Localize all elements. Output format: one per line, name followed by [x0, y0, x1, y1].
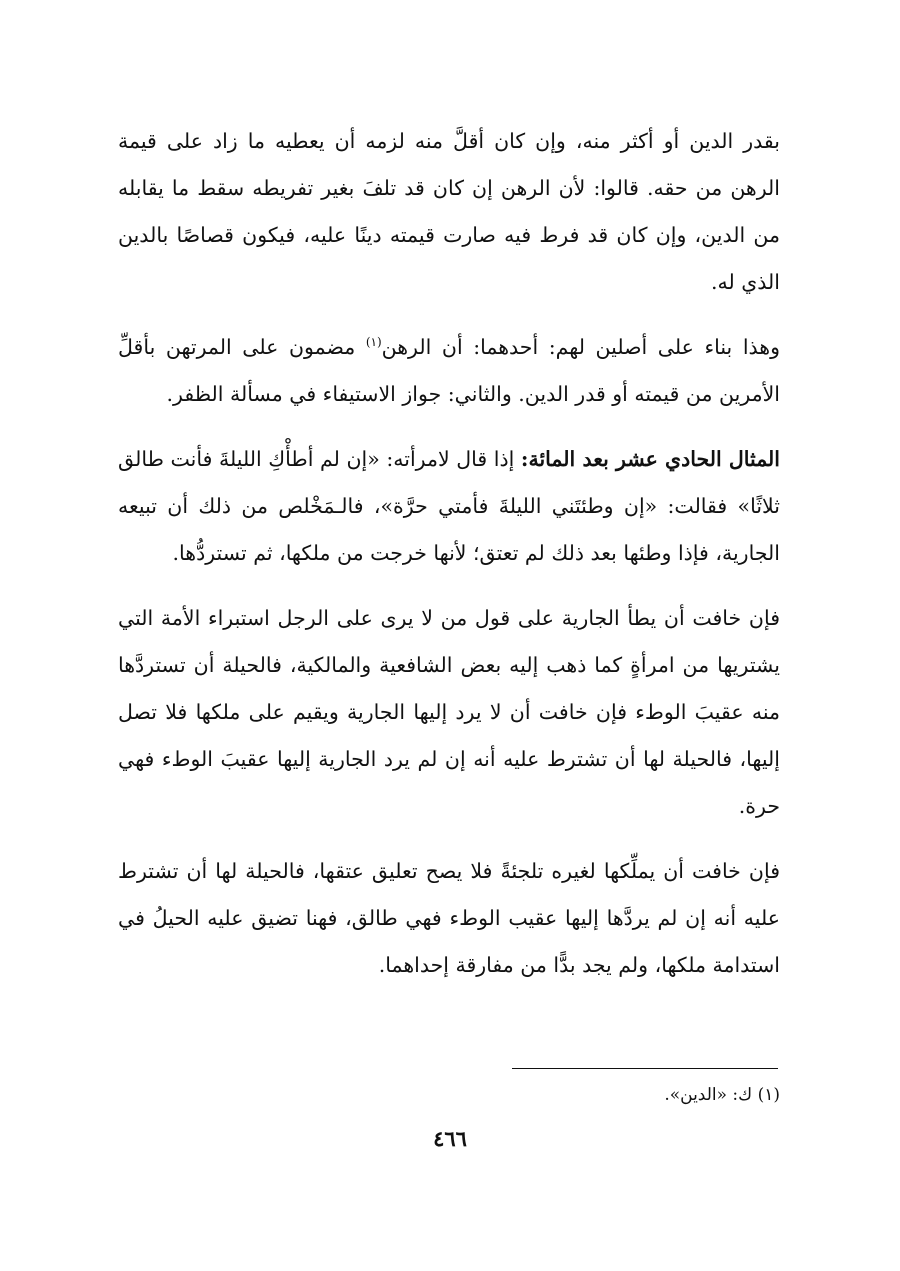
footnote: (١) ك: «الدين». — [664, 1085, 780, 1105]
paragraph-4: فإن خافت أن يطأ الجارية على قول من لا يرى على الرجل استبراء الأمة التي يشتريها من امرأةٍ كما ذهب إليه بعض الشافعية والمالكية، فالحيلة أن تستردَّها منه عقيبَ الوطء فإن خافت أن لا يرد إليها الجارية ويقيم على ملكها فلا تصل إليها، فالحيلة لها أن تشترط عليه أنه إن لم يرد الجارية إليها عقيبَ الوطء فهي حرة. — [118, 606, 780, 818]
example-heading: المثال الحادي عشر بعد المائة: — [520, 447, 780, 471]
page-number: ٤٦٦ — [433, 1126, 467, 1151]
page-body — [118, 118, 780, 989]
paragraph-1: بقدر الدين أو أكثر منه، وإن كان أقلَّ منه لزمه أن يعطيه ما زاد على قيمة الرهن من حقه. قالوا: لأن الرهن إن كان قد تلفَ بغير تفريطه سقط ما يقابله من الدين، وإن كان قد فرط فيه صارت قيمته دينًا عليه، فيكون قصاصًا بالدين الذي له. — [118, 129, 780, 294]
paragraph-2 — [118, 324, 780, 418]
paragraph-2-start: وهذا بناء على أصلين لهم: أحدهما: أن الرهن — [381, 335, 780, 359]
footnote-reference[interactable]: (١) — [365, 335, 382, 350]
paragraph-3-text: إذا قال لامرأته: «إن لم أطأْكِ الليلةَ فأنت طالق ثلاثًا» فقالت: «إن وطئتَني الليلةَ فأمتي حرَّة»، فالـمَخْلص من ذلك أن تبيعه الجارية، فإذا وطئها بعد ذلك لم تعتق؛ لأنها خرجت من ملكها، ثم تستردُّها. — [118, 447, 780, 565]
paragraph-3 — [118, 436, 780, 577]
paragraph-5: فإن خافت أن يملِّكها لغيره تلجئةً فلا يصح تعليق عتقها، فالحيلة لها أن تشترط عليه أنه إن لم يردَّها إليها عقيب الوطء فهي طالق، فهنا تضيق عليه الحيلُ في استدامة ملكها، ولم يجد بدًّا من مفارقة إحداهما. — [118, 859, 780, 977]
paragraph-2-end: مضمون على المرتهن بأقلِّ الأمرين من قيمته أو قدر الدين. والثاني: جواز الاستيفاء في مسألة الظفر. — [118, 335, 780, 406]
footnote-divider — [512, 1068, 778, 1069]
